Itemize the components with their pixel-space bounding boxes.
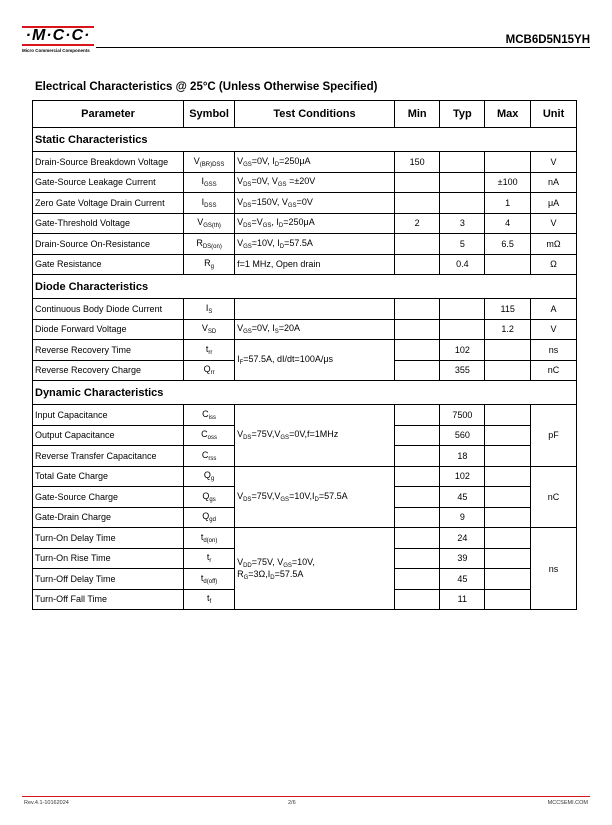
subscript: DD bbox=[243, 562, 252, 569]
symbol-cell bbox=[184, 234, 235, 255]
subscript: GS bbox=[280, 496, 290, 503]
conditions-cell bbox=[235, 466, 395, 528]
max-cell bbox=[485, 405, 531, 426]
parameter-cell: Reverse Transfer Capacitance bbox=[33, 446, 184, 467]
min-cell bbox=[394, 360, 440, 381]
min-cell bbox=[394, 446, 440, 467]
typ-cell: 18 bbox=[440, 446, 485, 467]
text: V bbox=[237, 323, 244, 334]
typ-cell: 11 bbox=[440, 589, 485, 610]
subscript: gd bbox=[209, 517, 216, 524]
subscript: SD bbox=[207, 329, 217, 336]
subscript: d(off) bbox=[203, 578, 218, 585]
table-row bbox=[33, 213, 577, 234]
text: =0V, I bbox=[251, 323, 275, 334]
symbol-cell bbox=[184, 589, 235, 610]
unit-cell: ns bbox=[531, 340, 577, 361]
table-row bbox=[33, 299, 577, 320]
table-row bbox=[33, 193, 577, 214]
subscript: GS bbox=[243, 329, 252, 336]
max-cell bbox=[485, 340, 531, 361]
typ-cell: 39 bbox=[440, 548, 485, 569]
subscript: GS bbox=[280, 435, 290, 442]
table-row bbox=[33, 319, 577, 340]
text: t bbox=[206, 593, 210, 604]
subscript: rr bbox=[210, 370, 215, 377]
max-cell bbox=[485, 360, 531, 381]
text: V bbox=[237, 217, 244, 228]
text: , I bbox=[271, 217, 279, 228]
section-heading: Dynamic Characteristics bbox=[33, 381, 577, 405]
unit-cell: nA bbox=[531, 172, 577, 193]
parameter-cell: Reverse Recovery Time bbox=[33, 340, 184, 361]
text: =57.5A bbox=[274, 568, 304, 579]
table-row bbox=[33, 466, 577, 487]
text: R bbox=[204, 258, 211, 269]
text: =0V, I bbox=[251, 155, 275, 166]
min-cell bbox=[394, 425, 440, 446]
max-cell bbox=[485, 507, 531, 528]
unit-cell: nC bbox=[531, 466, 577, 528]
conditions-cell bbox=[235, 193, 395, 214]
subscript: S bbox=[274, 329, 279, 336]
typ-cell: 9 bbox=[440, 507, 485, 528]
text: =57.5A bbox=[318, 490, 348, 501]
text: =250μA bbox=[283, 217, 315, 228]
text: =75V,V bbox=[251, 490, 281, 501]
subscript: g bbox=[210, 476, 215, 483]
text: =3Ω,I bbox=[248, 568, 271, 579]
typ-cell bbox=[440, 152, 485, 173]
text: =0V, V bbox=[251, 176, 278, 187]
max-cell bbox=[485, 254, 531, 275]
conditions-cell bbox=[235, 528, 395, 610]
mcc-logo bbox=[22, 26, 94, 53]
section-heading: Static Characteristics bbox=[33, 128, 577, 152]
min-cell bbox=[394, 507, 440, 528]
header-rule bbox=[96, 47, 590, 48]
conditions-cell bbox=[235, 152, 395, 173]
symbol-cell bbox=[184, 466, 235, 487]
conditions-cell bbox=[235, 299, 395, 320]
symbol-cell bbox=[184, 569, 235, 590]
subscript: rss bbox=[208, 455, 217, 462]
text: V bbox=[237, 176, 244, 187]
unit-cell: μA bbox=[531, 193, 577, 214]
unit-cell: nC bbox=[531, 360, 577, 381]
typ-cell: 24 bbox=[440, 528, 485, 549]
text: t bbox=[200, 531, 204, 542]
symbol-cell bbox=[184, 487, 235, 508]
table-row bbox=[33, 528, 577, 549]
max-cell: 6.5 bbox=[485, 234, 531, 255]
subscript: DS(on) bbox=[202, 243, 222, 250]
max-cell bbox=[485, 528, 531, 549]
website: MCCSEMI.COM bbox=[547, 800, 588, 806]
text: =75V,V bbox=[251, 429, 281, 440]
conditions-cell bbox=[235, 213, 395, 234]
symbol-cell bbox=[184, 405, 235, 426]
min-cell bbox=[394, 569, 440, 590]
text: V bbox=[193, 155, 200, 166]
min-cell bbox=[394, 548, 440, 569]
parameter-cell: Gate-Source Leakage Current bbox=[33, 172, 184, 193]
max-cell: 115 bbox=[485, 299, 531, 320]
text: =250μA bbox=[279, 155, 311, 166]
text: Q bbox=[203, 470, 211, 481]
parameter-cell: Turn-On Delay Time bbox=[33, 528, 184, 549]
typ-cell: 3 bbox=[440, 213, 485, 234]
min-cell bbox=[394, 319, 440, 340]
text: C bbox=[201, 449, 209, 460]
subscript: d(on) bbox=[203, 537, 218, 544]
section-row bbox=[33, 128, 577, 152]
max-cell bbox=[485, 487, 531, 508]
text: C bbox=[202, 408, 209, 419]
symbol-cell bbox=[184, 319, 235, 340]
min-cell: 150 bbox=[394, 152, 440, 173]
parameter-cell: Continuous Body Diode Current bbox=[33, 299, 184, 320]
text: =V bbox=[251, 217, 263, 228]
typ-cell bbox=[440, 299, 485, 320]
part-number: MCB6D5N15YH bbox=[505, 34, 590, 46]
text: =10V,I bbox=[289, 490, 315, 501]
unit-cell: V bbox=[531, 213, 577, 234]
text: Q bbox=[203, 364, 211, 375]
column-header: Parameter bbox=[33, 101, 184, 128]
parameter-cell: Gate Resistance bbox=[33, 254, 184, 275]
min-cell bbox=[394, 528, 440, 549]
subscript: GS bbox=[243, 161, 252, 168]
subscript: oss bbox=[207, 435, 217, 442]
parameter-cell: Gate-Drain Charge bbox=[33, 507, 184, 528]
column-header: Max bbox=[485, 101, 531, 128]
text: =57.5A bbox=[284, 237, 313, 248]
min-cell bbox=[394, 405, 440, 426]
text: V bbox=[197, 217, 204, 228]
text: V bbox=[237, 429, 244, 440]
min-cell bbox=[394, 172, 440, 193]
table-row bbox=[33, 172, 577, 193]
subscript: D bbox=[279, 243, 285, 250]
max-cell bbox=[485, 569, 531, 590]
subscript: (BR)DSS bbox=[199, 161, 225, 168]
section-heading: Diode Characteristics bbox=[33, 275, 577, 299]
text: V bbox=[237, 196, 244, 207]
text: C bbox=[201, 429, 208, 440]
max-cell bbox=[485, 548, 531, 569]
parameter-cell: Drain-Source Breakdown Voltage bbox=[33, 152, 184, 173]
text: =0V bbox=[296, 196, 313, 207]
text: =10V, I bbox=[251, 237, 280, 248]
parameter-cell: Zero Gate Voltage Drain Current bbox=[33, 193, 184, 214]
table-row bbox=[33, 234, 577, 255]
parameter-cell: Output Capacitance bbox=[33, 425, 184, 446]
text: Q bbox=[202, 511, 210, 522]
subscript: DS bbox=[243, 435, 252, 442]
min-cell bbox=[394, 589, 440, 610]
text: =±20V bbox=[286, 176, 316, 187]
symbol-cell bbox=[184, 213, 235, 234]
revision: Rev.4.1-10162024 bbox=[24, 800, 69, 806]
parameter-cell: Gate-Source Charge bbox=[33, 487, 184, 508]
table-row bbox=[33, 405, 577, 426]
subscript: D bbox=[314, 496, 319, 503]
logo-subtitle: Micro Commercial Components bbox=[22, 48, 90, 53]
text: t bbox=[200, 572, 204, 583]
typ-cell: 102 bbox=[440, 466, 485, 487]
max-cell bbox=[485, 425, 531, 446]
section-row bbox=[33, 275, 577, 299]
subscript: F bbox=[239, 360, 244, 366]
table-row bbox=[33, 152, 577, 173]
max-cell bbox=[485, 589, 531, 610]
subscript: GSS bbox=[204, 182, 217, 189]
subscript: DS bbox=[243, 496, 252, 503]
max-cell bbox=[485, 446, 531, 467]
subscript: r bbox=[209, 558, 212, 565]
min-cell: 2 bbox=[394, 213, 440, 234]
subscript: DSS bbox=[204, 202, 217, 209]
subscript: DS bbox=[243, 202, 252, 209]
subscript: GS bbox=[262, 223, 272, 230]
symbol-cell bbox=[184, 548, 235, 569]
text: =0V,f=1MHz bbox=[289, 429, 339, 440]
typ-cell bbox=[440, 172, 485, 193]
subscript: DS bbox=[243, 182, 252, 189]
max-cell bbox=[485, 466, 531, 487]
symbol-cell bbox=[184, 360, 235, 381]
conditions-cell bbox=[235, 340, 395, 381]
max-cell: 1.2 bbox=[485, 319, 531, 340]
text: =75V, V bbox=[251, 556, 284, 567]
unit-cell: A bbox=[531, 299, 577, 320]
symbol-cell bbox=[184, 254, 235, 275]
symbol-cell bbox=[184, 528, 235, 549]
page-number: 2/6 bbox=[288, 800, 296, 806]
subscript: iss bbox=[208, 414, 216, 421]
min-cell bbox=[394, 466, 440, 487]
typ-cell bbox=[440, 193, 485, 214]
text: R bbox=[196, 237, 203, 248]
typ-cell: 102 bbox=[440, 340, 485, 361]
max-cell bbox=[485, 152, 531, 173]
text: =20A bbox=[278, 323, 301, 334]
text: I bbox=[237, 354, 240, 364]
parameter-cell: Reverse Recovery Charge bbox=[33, 360, 184, 381]
conditions-cell bbox=[235, 234, 395, 255]
typ-cell: 45 bbox=[440, 487, 485, 508]
text: V bbox=[237, 237, 244, 248]
min-cell bbox=[394, 193, 440, 214]
symbol-cell bbox=[184, 172, 235, 193]
min-cell bbox=[394, 254, 440, 275]
subscript: G bbox=[243, 574, 249, 581]
max-cell: ±100 bbox=[485, 172, 531, 193]
symbol-cell bbox=[184, 152, 235, 173]
subscript: GS bbox=[243, 243, 252, 250]
table-row bbox=[33, 254, 577, 275]
conditions-cell bbox=[235, 254, 395, 275]
min-cell bbox=[394, 299, 440, 320]
min-cell bbox=[394, 234, 440, 255]
text: I bbox=[205, 302, 209, 313]
text: =150V, V bbox=[251, 196, 288, 207]
subscript: GS(th) bbox=[203, 223, 221, 230]
parameter-cell: Total Gate Charge bbox=[33, 466, 184, 487]
text: =57.5A, dI/dt=100A/μs bbox=[243, 354, 334, 364]
conditions-cell bbox=[235, 405, 395, 467]
text: I bbox=[201, 176, 204, 187]
parameter-cell: Drain-Source On-Resistance bbox=[33, 234, 184, 255]
footer-rule bbox=[22, 796, 590, 797]
text: Q bbox=[202, 490, 210, 501]
subscript: f bbox=[209, 599, 212, 606]
section-title: Electrical Characteristics @ 25°C (Unless Otherwise Specified) bbox=[35, 81, 378, 93]
subscript: g bbox=[210, 264, 214, 271]
parameter-cell: Gate-Threshold Voltage bbox=[33, 213, 184, 234]
text: V bbox=[237, 556, 244, 567]
unit-cell: mΩ bbox=[531, 234, 577, 255]
parameter-cell: Turn-Off Delay Time bbox=[33, 569, 184, 590]
symbol-cell bbox=[184, 425, 235, 446]
max-cell: 4 bbox=[485, 213, 531, 234]
subscript: D bbox=[278, 223, 284, 230]
subscript: gs bbox=[209, 496, 216, 503]
table-row bbox=[33, 340, 577, 361]
unit-cell: V bbox=[531, 319, 577, 340]
column-header: Min bbox=[394, 101, 440, 128]
text: V bbox=[237, 490, 244, 501]
subscript: D bbox=[270, 574, 275, 581]
min-cell bbox=[394, 487, 440, 508]
text: I bbox=[201, 196, 205, 207]
text: V bbox=[237, 155, 244, 166]
logo-text: ·M·C·C· bbox=[25, 27, 91, 44]
subscript: GS bbox=[287, 202, 297, 209]
text: V bbox=[201, 323, 208, 334]
subscript: DS bbox=[243, 223, 252, 230]
symbol-cell bbox=[184, 193, 235, 214]
min-cell bbox=[394, 340, 440, 361]
symbol-cell bbox=[184, 446, 235, 467]
unit-cell: Ω bbox=[531, 254, 577, 275]
subscript: GS bbox=[277, 182, 287, 189]
unit-cell: ns bbox=[531, 528, 577, 610]
electrical-characteristics-table bbox=[32, 100, 577, 610]
column-header: Test Conditions bbox=[235, 101, 395, 128]
conditions-cell bbox=[235, 319, 395, 340]
parameter-cell: Diode Forward Voltage bbox=[33, 319, 184, 340]
parameter-cell: Turn-Off Fall Time bbox=[33, 589, 184, 610]
symbol-cell bbox=[184, 340, 235, 361]
conditions-cell bbox=[235, 172, 395, 193]
parameter-cell: Input Capacitance bbox=[33, 405, 184, 426]
max-cell: 1 bbox=[485, 193, 531, 214]
column-header: Unit bbox=[531, 101, 577, 128]
typ-cell: 45 bbox=[440, 569, 485, 590]
section-row bbox=[33, 381, 577, 405]
text: t bbox=[205, 343, 209, 354]
unit-cell: V bbox=[531, 152, 577, 173]
typ-cell: 560 bbox=[440, 425, 485, 446]
typ-cell: 5 bbox=[440, 234, 485, 255]
symbol-cell bbox=[184, 507, 235, 528]
column-header: Typ bbox=[440, 101, 485, 128]
subscript: D bbox=[274, 161, 280, 168]
typ-cell: 7500 bbox=[440, 405, 485, 426]
subscript: rr bbox=[208, 349, 213, 356]
subscript: GS bbox=[283, 562, 292, 569]
column-header: Symbol bbox=[184, 101, 235, 128]
parameter-cell: Turn-On Rise Time bbox=[33, 548, 184, 569]
text: t bbox=[206, 552, 210, 563]
subscript: S bbox=[208, 308, 213, 315]
typ-cell: 0.4 bbox=[440, 254, 485, 275]
text: =10V, bbox=[291, 556, 315, 567]
text: f=1 MHz, Open drain bbox=[237, 259, 321, 270]
text: R bbox=[237, 568, 244, 579]
typ-cell bbox=[440, 319, 485, 340]
symbol-cell bbox=[184, 299, 235, 320]
typ-cell: 355 bbox=[440, 360, 485, 381]
unit-cell: pF bbox=[531, 405, 577, 467]
